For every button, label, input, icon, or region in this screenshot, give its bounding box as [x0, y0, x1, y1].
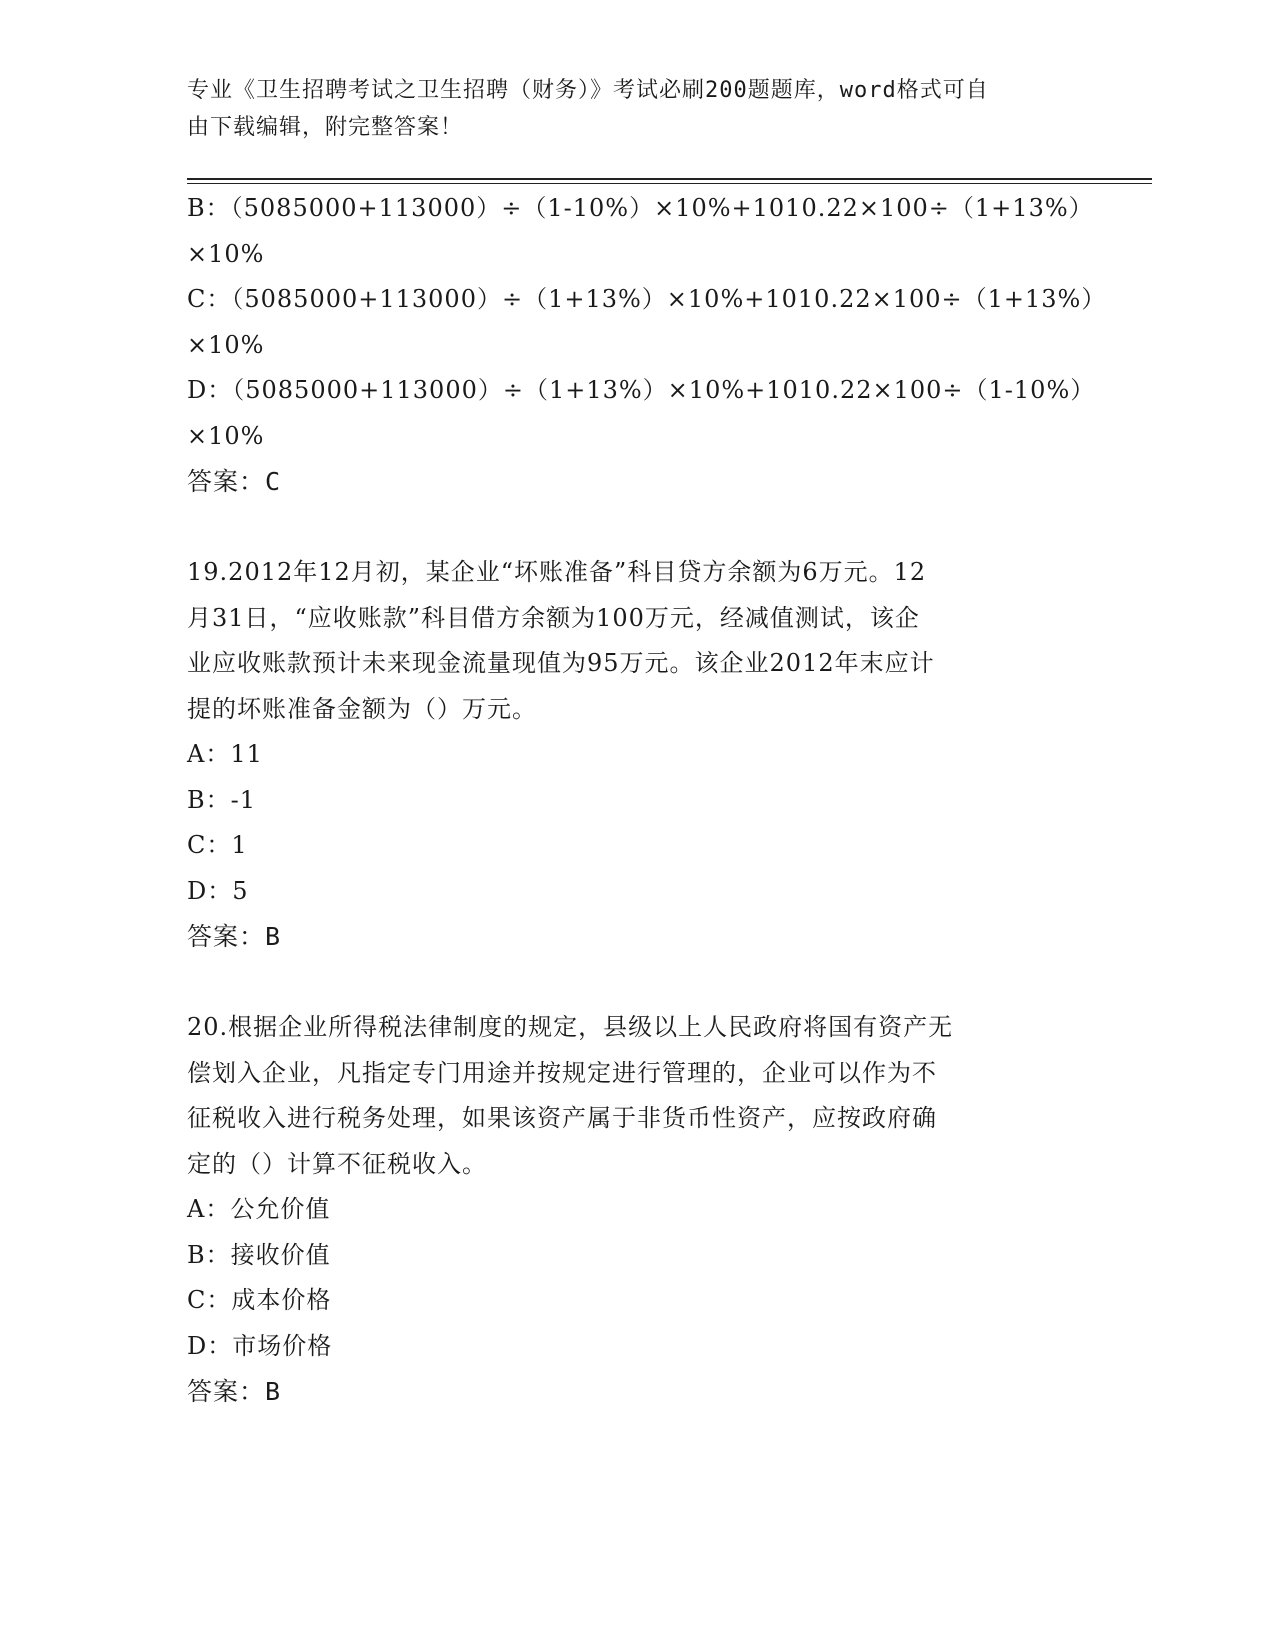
- option-c: C：1: [187, 831, 248, 859]
- option-d-line-1: D：（5085000+113000）÷（1+13%）×10%+1010.22×100÷（1-10%）: [187, 376, 1096, 404]
- option-b: B：-1: [187, 785, 257, 814]
- question-stem-line: 征税收入进行税务处理，如果该资产属于非货币性资产，应按政府确: [187, 1104, 937, 1132]
- option-d-line-2: ×10%: [187, 421, 265, 450]
- answer-line: 答案：C: [187, 467, 282, 496]
- option-c-line-2: ×10%: [187, 330, 265, 359]
- question-stem-line: 业应收账款预计未来现金流量现值为95万元。该企业2012年末应计: [187, 649, 935, 677]
- question-20: [187, 1005, 1087, 1415]
- question-18: [187, 186, 1107, 505]
- option-a: A：11: [187, 740, 263, 768]
- option-b: B：接收价值: [187, 1240, 331, 1269]
- header-divider-thick: [187, 178, 1152, 180]
- header-divider-thin: [187, 183, 1152, 184]
- option-b-line-2: ×10%: [187, 239, 265, 268]
- option-d: D：市场价格: [187, 1331, 333, 1360]
- question-stem-line: 定的（）计算不征税收入。: [187, 1149, 487, 1178]
- question-stem-line: 提的坏账准备金额为（）万元。: [187, 694, 537, 723]
- option-a: A：公允价值: [187, 1195, 331, 1223]
- header-title-line-2: 由下载编辑，附完整答案！: [187, 115, 464, 140]
- question-19: [187, 550, 1087, 960]
- option-d: D：5: [187, 876, 249, 905]
- question-stem-line: 月31日，“应收账款”科目借方余额为100万元，经减值测试，该企: [187, 603, 920, 632]
- option-b-line-1: B：（5085000+113000）÷（1-10%）×10%+1010.22×100÷（1+13%）: [187, 194, 1094, 222]
- question-stem-line: 偿划入企业，凡指定专门用途并按规定进行管理的，企业可以作为不: [187, 1058, 937, 1087]
- answer-line: 答案：B: [187, 922, 282, 951]
- header-title-line-1: 专业《卫生招聘考试之卫生招聘（财务）》考试必刷200题题库，word格式可自: [187, 78, 989, 103]
- question-content: [187, 186, 1107, 1415]
- option-c-line-1: C：（5085000+113000）÷（1+13%）×10%+1010.22×100÷（1+13%）: [187, 285, 1107, 313]
- option-c: C：成本价格: [187, 1286, 332, 1314]
- document-header: [187, 72, 1067, 146]
- answer-line: 答案：B: [187, 1377, 282, 1406]
- spacer: [187, 505, 1087, 551]
- question-stem-line: 19.2012年12月初，某企业“坏账准备”科目贷方余额为6万元。12: [187, 558, 927, 586]
- question-stem-line: 20.根据企业所得税法律制度的规定，县级以上人民政府将国有资产无: [187, 1013, 954, 1041]
- spacer: [187, 960, 1087, 1006]
